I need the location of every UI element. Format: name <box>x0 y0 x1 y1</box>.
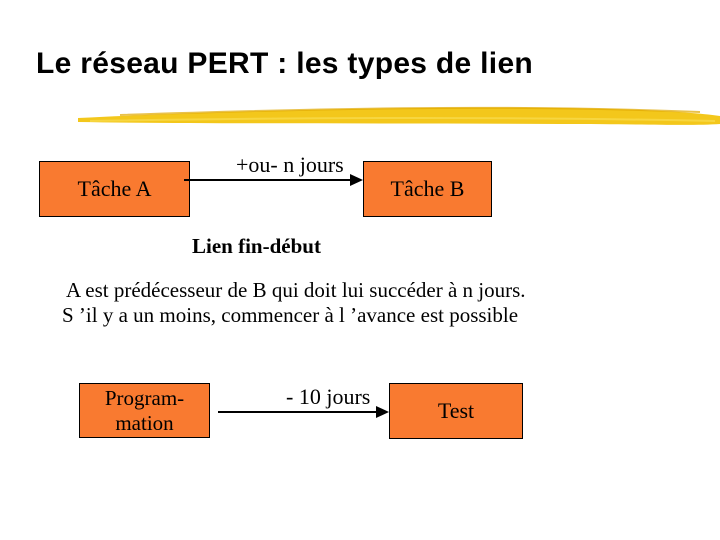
description-line-1: A est prédécesseur de B qui doit lui succéder à n jours. <box>66 278 526 302</box>
slide-title: Le réseau PERT : les types de lien <box>36 47 534 80</box>
programmation-label: Program- mation <box>104 385 185 435</box>
lag-label-1: +ou- n jours <box>236 152 344 177</box>
link-type-label: Lien fin-début <box>192 234 321 258</box>
lag-label-2: - 10 jours <box>286 384 371 409</box>
task-a-label: Tâche A <box>77 176 152 201</box>
test-label: Test <box>437 398 475 423</box>
task-b-label: Tâche B <box>390 176 465 201</box>
description-line-2: S ’il y a un moins, commencer à l ’avance est possible <box>62 303 519 327</box>
arrow-a-to-b-head <box>350 174 363 186</box>
arrow-prog-to-test-head <box>376 406 389 418</box>
